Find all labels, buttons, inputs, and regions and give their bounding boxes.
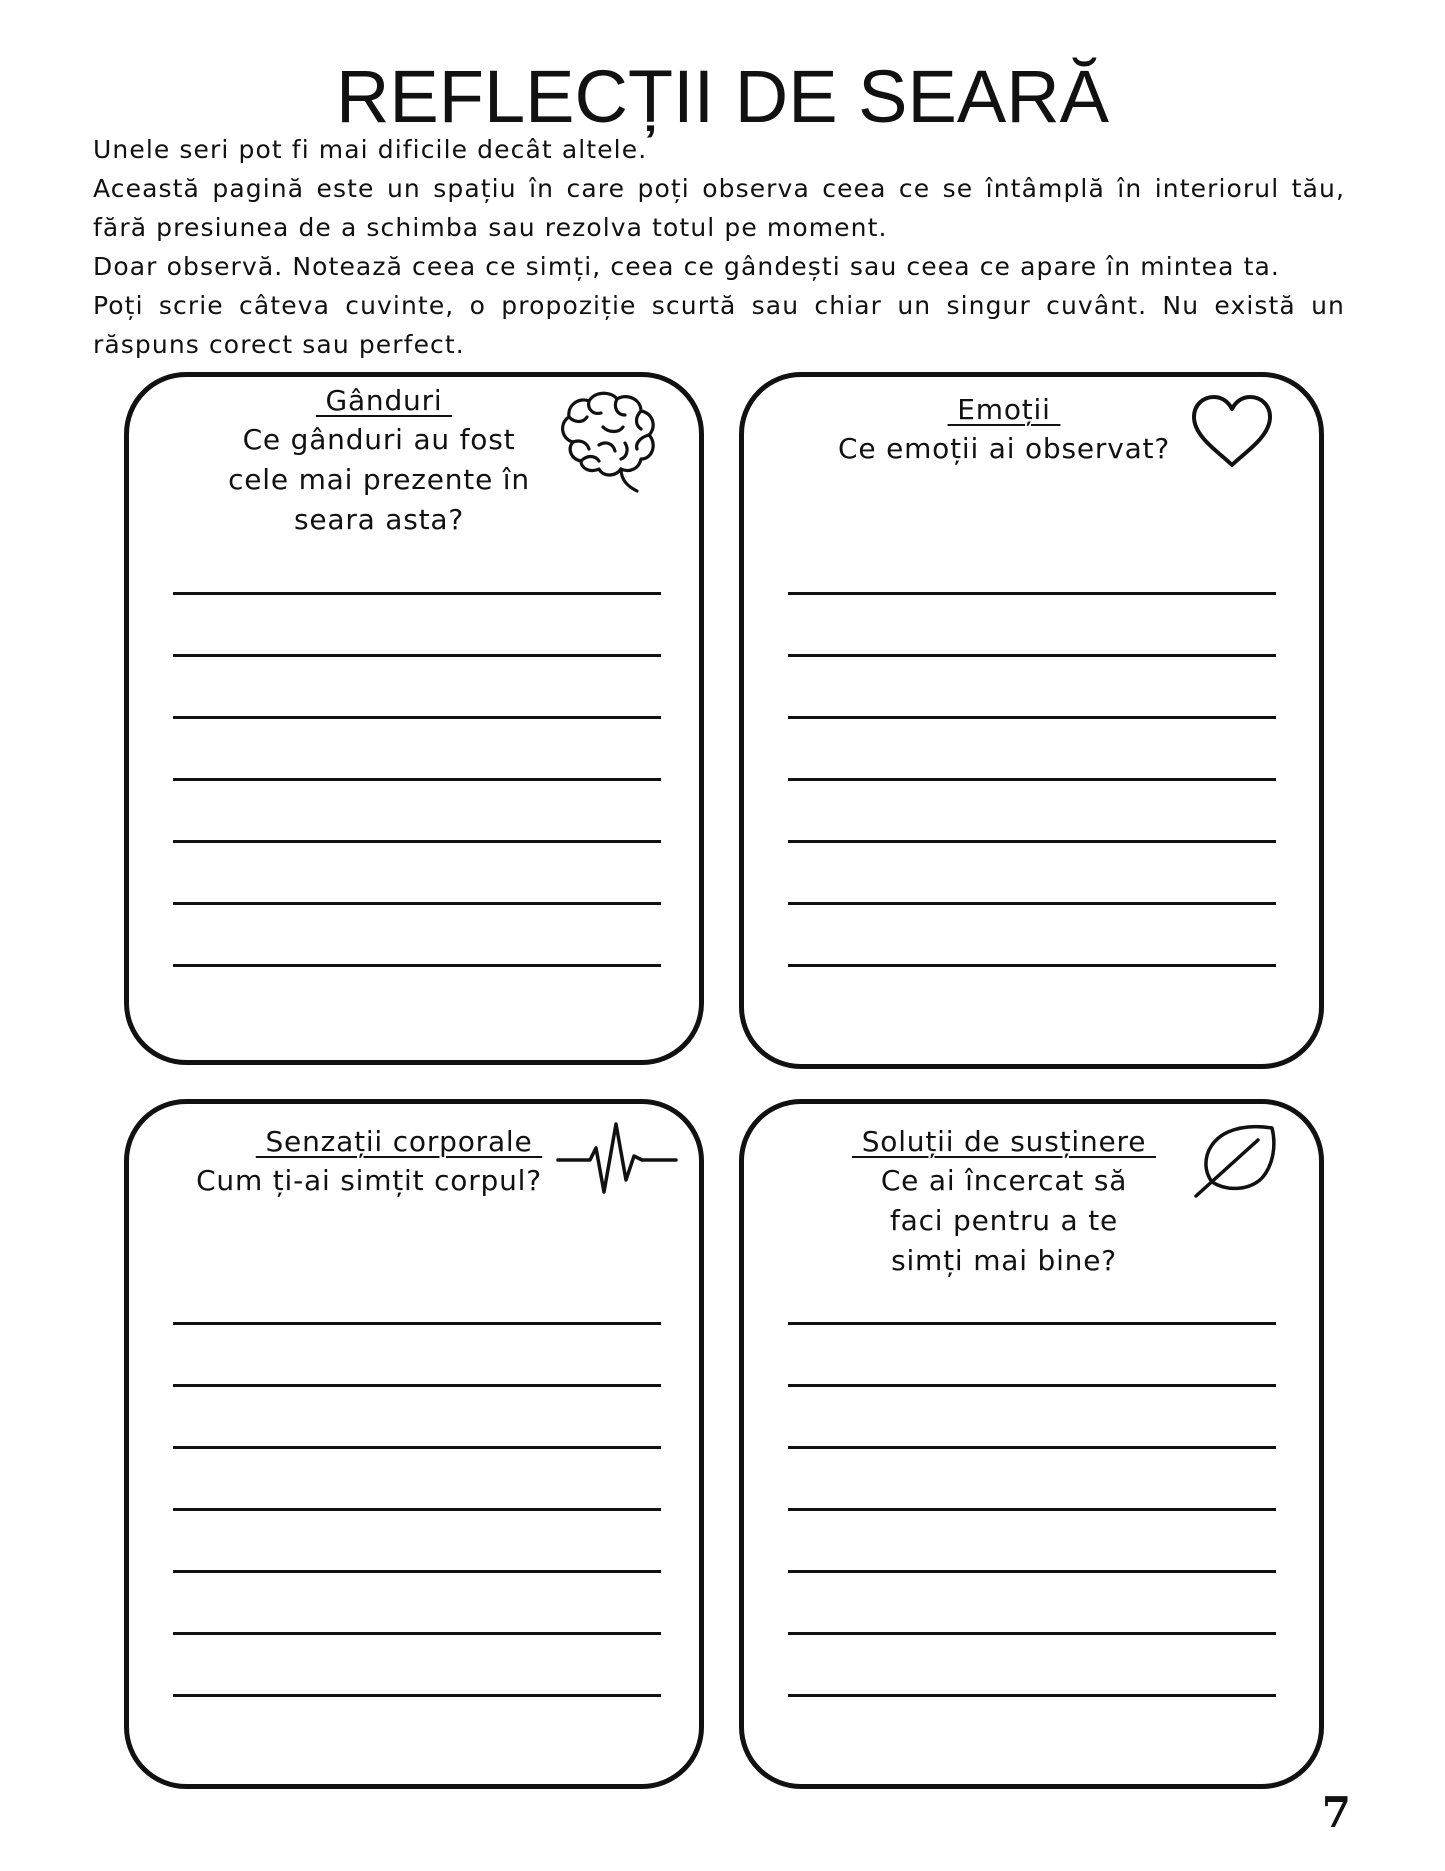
card-title: Soluții de susținere	[852, 1125, 1156, 1158]
heartbeat-icon	[556, 1120, 678, 1196]
writing-line[interactable]	[788, 902, 1276, 905]
intro-paragraph: Această pagină este un spațiu în care poți observa ceea ce se întâmplă în interiorul tău, fără presiunea de a schimba sau rezolva totul pe moment.	[93, 174, 1345, 242]
writing-line[interactable]	[788, 654, 1276, 657]
writing-line[interactable]	[788, 592, 1276, 595]
card-emotions	[739, 372, 1324, 1069]
intro-paragraph: Doar observă. Notează ceea ce simți, ceea ce gândești sau ceea ce apare în mintea ta.	[93, 252, 1280, 281]
intro-text	[93, 130, 1345, 364]
writing-line[interactable]	[788, 778, 1276, 781]
writing-line[interactable]	[173, 840, 661, 843]
writing-line[interactable]	[788, 716, 1276, 719]
writing-line[interactable]	[788, 1322, 1276, 1325]
writing-line[interactable]	[173, 1508, 661, 1511]
card-title: Gânduri	[315, 384, 453, 417]
writing-line[interactable]	[173, 1694, 661, 1697]
card-question: Ce emoții ai observat?	[838, 432, 1170, 465]
card-question: Ce ai încercat să faci pentru a te simți mai bine?	[880, 1164, 1128, 1277]
writing-line[interactable]	[788, 1570, 1276, 1573]
intro-paragraph: Unele seri pot fi mai dificile decât altele.	[93, 135, 648, 164]
card-question: Ce gânduri au fost cele mai prezente în seara asta?	[228, 423, 530, 536]
writing-line[interactable]	[173, 1384, 661, 1387]
writing-line[interactable]	[173, 654, 661, 657]
card-body-sensations	[124, 1099, 704, 1789]
writing-line[interactable]	[173, 1632, 661, 1635]
writing-line[interactable]	[788, 840, 1276, 843]
writing-line[interactable]	[173, 592, 661, 595]
card-title: Emoții	[947, 393, 1061, 426]
writing-line[interactable]	[173, 1322, 661, 1325]
heart-icon	[1190, 393, 1274, 469]
writing-line[interactable]	[788, 964, 1276, 967]
writing-line[interactable]	[788, 1446, 1276, 1449]
leaf-icon	[1194, 1120, 1280, 1198]
intro-paragraph: Poți scrie câteva cuvinte, o propoziție scurtă sau chiar un singur cuvânt. Nu există un răspuns corect sau perfect.	[93, 291, 1345, 359]
card-question: Cum ți-ai simțit corpul?	[196, 1164, 542, 1197]
brain-icon	[553, 387, 663, 497]
writing-line[interactable]	[788, 1384, 1276, 1387]
writing-line[interactable]	[173, 778, 661, 781]
writing-line[interactable]	[788, 1694, 1276, 1697]
writing-line[interactable]	[173, 902, 661, 905]
page-number: 7	[1321, 1788, 1351, 1837]
writing-line[interactable]	[788, 1508, 1276, 1511]
page-title: REFLECȚII DE SEARĂ	[335, 55, 1110, 138]
card-title: Senzații corporale	[255, 1125, 543, 1158]
writing-line[interactable]	[173, 1570, 661, 1573]
writing-line[interactable]	[173, 716, 661, 719]
card-thoughts	[124, 372, 704, 1065]
writing-line[interactable]	[173, 1446, 661, 1449]
writing-line[interactable]	[173, 964, 661, 967]
card-support-solutions	[739, 1099, 1324, 1789]
writing-line[interactable]	[788, 1632, 1276, 1635]
